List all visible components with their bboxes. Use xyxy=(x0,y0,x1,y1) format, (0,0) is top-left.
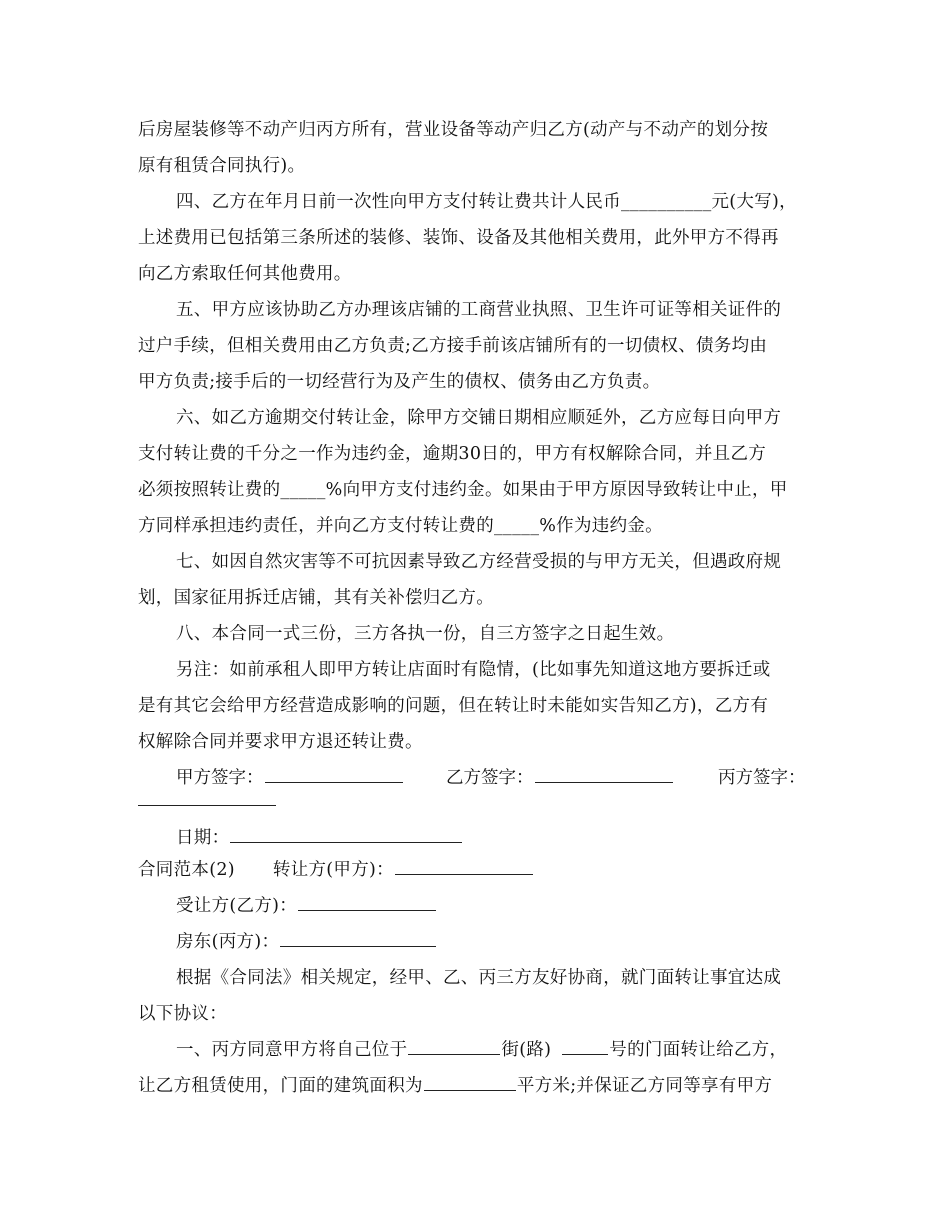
contract2-title: 合同范本(2) xyxy=(138,860,235,880)
landlord-blank xyxy=(280,930,436,947)
party-c-signature xyxy=(718,766,806,790)
landlord-label: 房东(丙方)： xyxy=(176,932,280,952)
text-line: 七、如因自然灾害等不可抗因素导致乙方经营受损的与甲方无关，但遇政府规 xyxy=(176,552,782,572)
text-line: 八、本合同一式三份，三方各执一份，自三方签字之日起生效。 xyxy=(176,624,675,644)
transferor-blank xyxy=(395,858,533,875)
party-a-signature xyxy=(176,766,404,790)
transferee-label: 受让方(乙方)： xyxy=(176,896,298,916)
text-line: 过户手续，但相关费用由乙方负责;乙方接手前该店铺所有的一切债权、债务均由 xyxy=(138,336,768,356)
text-line: 划，国家征用拆迁店铺，其有关补偿归乙方。 xyxy=(138,588,494,608)
clause1-text-b: 街(路) xyxy=(501,1040,552,1060)
date-blank xyxy=(230,826,462,843)
transferee-line xyxy=(176,894,876,918)
text-line: 原有租赁合同执行)。 xyxy=(138,156,306,176)
contract2-heading xyxy=(138,858,838,882)
date-line xyxy=(176,826,876,850)
text-line: 五、甲方应该协助乙方办理该店铺的工商营业执照、卫生许可证等相关证件的 xyxy=(176,300,782,320)
transferor-label: 转让方(甲方)： xyxy=(272,860,394,880)
text-line: 六、如乙方逾期交付转让金，除甲方交铺日期相应顺延外，乙方应每日向甲方 xyxy=(176,408,782,428)
text-line: 方同样承担违约责任，并向乙方支付转让费的_____%作为违约金。 xyxy=(138,516,663,536)
landlord-line xyxy=(176,930,876,954)
area-blank xyxy=(424,1074,516,1091)
text-line: 必须按照转让费的_____%向甲方支付违约金。如果由于甲方原因导致转让中止，甲 xyxy=(138,480,788,500)
clause1-text-c: 号的门面转让给乙方， xyxy=(609,1040,788,1060)
text-line: 向乙方索取任何其他费用。 xyxy=(138,264,352,284)
party-c-label: 丙方签字： xyxy=(718,768,806,788)
text-line: 以下协议： xyxy=(138,1004,227,1024)
party-a-blank xyxy=(265,766,403,783)
date-label: 日期： xyxy=(176,828,230,848)
clause1-text-e: 平方米;并保证乙方同等享有甲方 xyxy=(516,1076,773,1096)
party-a-label: 甲方签字： xyxy=(176,768,264,788)
number-blank xyxy=(562,1038,608,1055)
clause1-text-a: 一、丙方同意甲方将自己位于 xyxy=(176,1040,408,1060)
transferee-blank xyxy=(298,894,436,911)
clause1-text-d: 让乙方租赁使用，门面的建筑面积为 xyxy=(138,1076,423,1096)
party-c-blank xyxy=(138,805,276,806)
text-line: 四、乙方在年月日前一次性向甲方支付转让费共计人民币__________元(大写)， xyxy=(176,192,797,212)
party-b-label: 乙方签字： xyxy=(446,768,534,788)
text-line: 上述费用已包括第三条所述的装修、装饰、设备及其他相关费用，此外甲方不得再 xyxy=(138,228,779,248)
text-line: 后房屋装修等不动产归丙方所有，营业设备等动产归乙方(动产与不动产的划分按 xyxy=(138,120,769,140)
text-line: 是有其它会给甲方经营造成影响的问题，但在转让时未能如实告知乙方)，乙方有 xyxy=(138,696,769,716)
clause1-line1 xyxy=(176,1038,876,1062)
clause1-line2 xyxy=(138,1074,838,1098)
text-line: 根据《合同法》相关规定，经甲、乙、丙三方友好协商，就门面转让事宜达成 xyxy=(176,968,782,988)
text-line: 支付转让费的千分之一作为违约金，逾期30日的，甲方有权解除合同，并且乙方 xyxy=(138,444,767,464)
party-b-signature xyxy=(446,766,674,790)
text-line: 另注：如前承租人即甲方转让店面时有隐情，(比如事先知道这地方要拆迁或 xyxy=(176,660,771,680)
text-line: 甲方负责;接手后的一切经营行为及产生的债权、债务由乙方负责。 xyxy=(138,372,661,392)
street-blank xyxy=(408,1038,500,1055)
party-b-blank xyxy=(535,766,673,783)
text-line: 权解除合同并要求甲方退还转让费。 xyxy=(138,732,423,752)
